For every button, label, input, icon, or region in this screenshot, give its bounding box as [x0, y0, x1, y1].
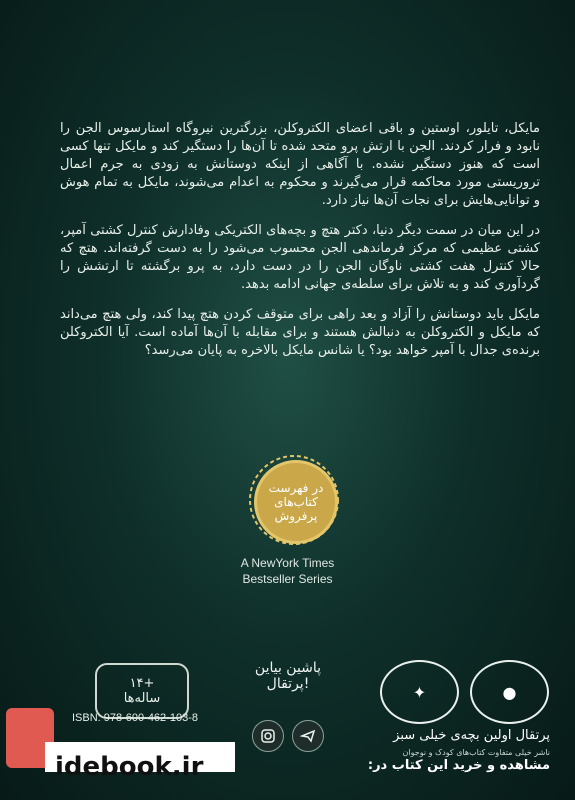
- series-logo: ✦: [380, 660, 459, 724]
- nyt-bestseller: [0, 555, 575, 587]
- instagram-icon[interactable]: [252, 720, 284, 752]
- promo-line-1: پاشین بیاین: [254, 660, 322, 676]
- publisher-logo: ●: [470, 660, 549, 724]
- blurb-paragraph-3: مایکل باید دوستانش را آزاد و بعد راهی برای متوقف کردن هتچ پیدا کند، ولی هتچ می‌داند که مایکل و الکتروکلن به دنبالش هستند و برای مقابله با آن‌ها آماده است. آیا الکتروکلن برنده‌ی جدال با آمپر خواهد بود؟ یا شانس مایکل بالاخره به پایان می‌رسد؟: [60, 307, 540, 358]
- age-rating-badge: [95, 663, 189, 719]
- social-icons: [252, 720, 324, 752]
- age-rating-label: ساله‌ها: [123, 691, 161, 706]
- isbn: ISBN: 978-600-462-103-8: [72, 712, 198, 724]
- publisher-name: پرتقال اولین بچه‌ی خیلی سبز: [393, 728, 550, 743]
- blurb-paragraph-2: در این میان در سمت دیگر دنیا، دکتر هتچ و بچه‌های الکتریکی وفادارش کنترل کشتی آمپر، کشتی عظیمی که مرکز فرماندهی الجن محسوب می‌شود را به دست گرفته‌اند. هتچ که حالا کنترل هفت کشتی ناوگان الجن را در دست دارد، به پرو برگشته تا ارتشش را گردآوری کند و به تلاش برای سلطه‌ی جهانی ادامه بدهد.: [60, 223, 540, 292]
- nyt-line-1: A NewYork Times: [240, 556, 335, 570]
- purchase-note: مشاهده و خرید این کتاب در:: [367, 758, 550, 773]
- bestseller-badge-text: در فهرست کتاب‌های پرفروش: [268, 481, 324, 523]
- blurb: [60, 120, 540, 372]
- bestseller-badge: [254, 460, 338, 544]
- publisher-tagline: ناشر خیلی متفاوت کتاب‌های کودک و نوجوان: [402, 748, 550, 757]
- site-url[interactable]: idebook.ir: [55, 752, 204, 782]
- blurb-paragraph-1: مایکل، تایلور، اوستین و باقی اعضای الکتروکلن، بزرگترین نیروگاه استارسوس الجن را نابود و فرار کردند. الجن با ارتش پرو متحد شده تا آن‌ها را دستگیر کند و مایکل تنها کسی است که هنوز دستگیر نشده. با آگاهی از اینکه دوستانش به زودی به جرم اعمال تروریستی مورد محاکمه قرار می‌گیرند و محکوم به اعدام می‌شوند، مایکل به تمام هوش و توانایی‌هایش برای نجات آن‌ها نیاز دارد.: [60, 121, 540, 208]
- telegram-icon[interactable]: [292, 720, 324, 752]
- age-rating-number: ۱۴+: [129, 676, 155, 691]
- promo-line-2: پرتقال!: [266, 676, 310, 692]
- nyt-line-2: Bestseller Series: [242, 572, 333, 586]
- promo-text: [238, 660, 338, 692]
